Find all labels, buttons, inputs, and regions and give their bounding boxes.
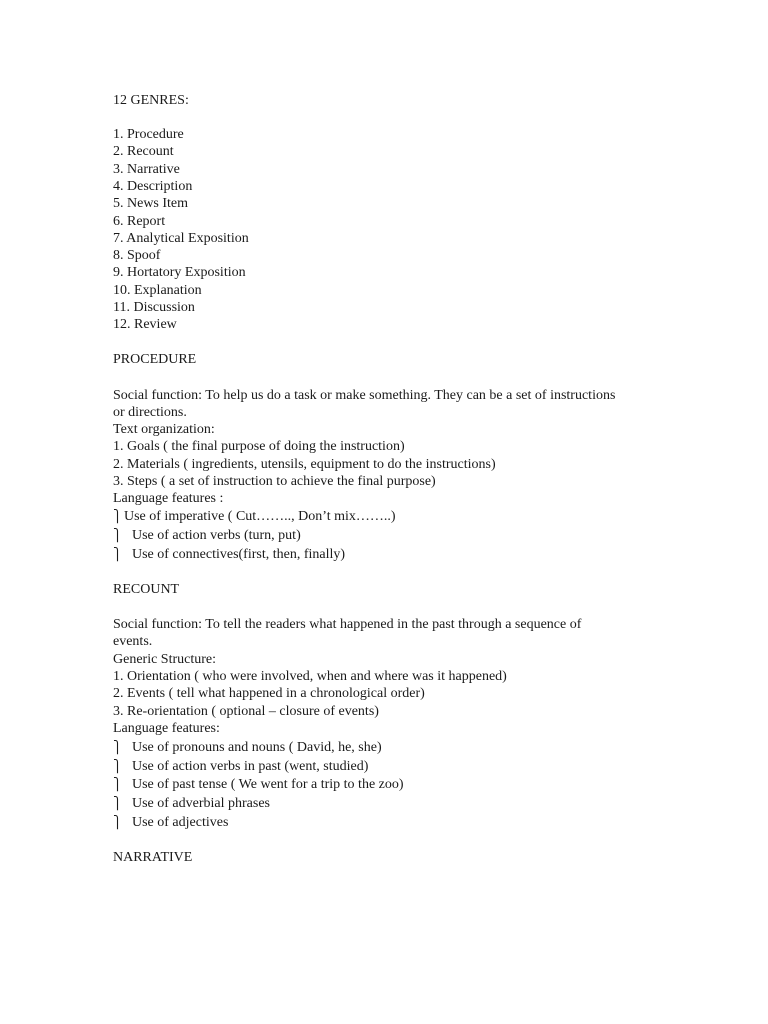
genre-list-item: 11. Discussion — [113, 300, 195, 315]
recount-structure-label: Generic Structure: — [113, 652, 217, 667]
recount-feature-item — [113, 758, 368, 775]
genre-list-item: 2. Recount — [113, 144, 174, 159]
recount-feature-text: Use of adverbial phrases — [132, 796, 271, 811]
genre-list-item: 7. Analytical Exposition — [113, 231, 249, 246]
genre-list-item: 10. Explanation — [113, 283, 202, 298]
genre-list-item: 8. Spoof — [113, 248, 161, 263]
recount-feature-text: Use of pronouns and nouns ( David, he, she) — [132, 740, 382, 755]
procedure-heading: PROCEDURE — [113, 352, 197, 367]
genre-list-item: 12. Review — [113, 317, 177, 332]
procedure-features-label: Language features : — [113, 491, 224, 506]
procedure-feature-item — [113, 508, 396, 525]
genre-list-item: 1. Procedure — [113, 127, 184, 142]
recount-feature-item — [113, 814, 228, 831]
recount-social-function: Social function: To tell the readers what happened in the past through a sequence of — [113, 617, 582, 632]
genre-list-item: 6. Report — [113, 214, 166, 229]
procedure-organization-label: Text organization: — [113, 422, 215, 437]
recount-feature-item — [113, 795, 270, 812]
procedure-organization-item: 2. Materials ( ingredients, utensils, equipment to do the instructions) — [113, 457, 496, 472]
procedure-organization-item: 1. Goals ( the final purpose of doing the instruction) — [113, 439, 405, 454]
procedure-feature-text: Use of imperative ( Cut…….., Don’t mix……..) — [124, 509, 396, 524]
bullet-icon: ⎫ — [113, 509, 122, 523]
recount-social-function-continued: events. — [113, 634, 153, 649]
recount-feature-text: Use of action verbs in past (went, studied) — [132, 759, 369, 774]
procedure-feature-item — [113, 527, 301, 544]
procedure-organization-item: 3. Steps ( a set of instruction to achieve the final purpose) — [113, 474, 436, 489]
genre-list-item: 5. News Item — [113, 196, 189, 211]
recount-feature-item — [113, 739, 382, 756]
bullet-icon: ⎫ — [113, 759, 122, 773]
recount-structure-item: 2. Events ( tell what happened in a chronological order) — [113, 686, 425, 701]
bullet-icon: ⎫ — [113, 740, 122, 754]
recount-feature-text: Use of past tense ( We went for a trip to the zoo) — [132, 777, 404, 792]
procedure-social-function-continued: or directions. — [113, 405, 187, 420]
bullet-icon: ⎫ — [113, 815, 122, 829]
procedure-social-function: Social function: To help us do a task or make something. They can be a set of instructions — [113, 388, 616, 403]
bullet-icon: ⎫ — [113, 547, 122, 561]
recount-features-label: Language features: — [113, 721, 220, 736]
genres-heading: 12 GENRES: — [113, 93, 189, 108]
procedure-feature-item — [113, 546, 345, 563]
genre-list-item: 3. Narrative — [113, 162, 180, 177]
recount-structure-item: 1. Orientation ( who were involved, when and where was it happened) — [113, 669, 507, 684]
genre-list-item: 9. Hortatory Exposition — [113, 265, 246, 280]
recount-feature-item — [113, 776, 404, 793]
procedure-feature-text: Use of action verbs (turn, put) — [132, 528, 301, 543]
bullet-icon: ⎫ — [113, 777, 122, 791]
genre-list-item: 4. Description — [113, 179, 193, 194]
recount-feature-text: Use of adjectives — [132, 815, 229, 830]
recount-structure-item: 3. Re-orientation ( optional – closure of events) — [113, 704, 379, 719]
bullet-icon: ⎫ — [113, 796, 122, 810]
bullet-icon: ⎫ — [113, 528, 122, 542]
recount-heading: RECOUNT — [113, 582, 180, 597]
narrative-heading: NARRATIVE — [113, 850, 193, 865]
procedure-feature-text: Use of connectives(first, then, finally) — [132, 547, 346, 562]
